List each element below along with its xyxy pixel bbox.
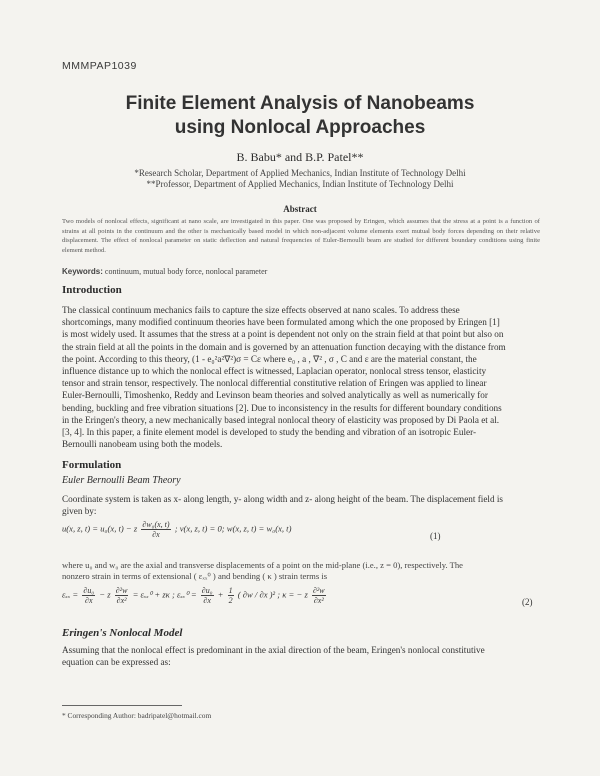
eq2-mid-3: +: [217, 589, 224, 600]
nonlocal-paragraph: [62, 644, 540, 668]
eq2-frac-1-num: ∂u₀: [83, 586, 95, 595]
eq1-lhs: u(x, z, t) = u₀(x, t) − z: [62, 523, 138, 534]
intro-line: Euler-Bernoulli, Timoshenko, Reddy and Levinson beam theories and solved analytically as well as numerically for: [62, 390, 488, 401]
eq2-frac-3: [201, 586, 214, 605]
eq2-frac-2-num: ∂²w: [115, 586, 128, 595]
eq2-frac-4-den: 2: [228, 596, 233, 605]
eq1-frac-num: ∂w₀(x, t): [142, 520, 170, 529]
intro-line: The classical continuum mechanics fails to capture the size effects observed at nano scales. To address these: [62, 305, 460, 315]
eq2-frac-1-den: ∂x: [84, 596, 93, 605]
keywords-text: continuum, mutual body force, nonlocal parameter: [104, 267, 268, 276]
authors: B. Babu* and B.P. Patel**: [236, 150, 364, 164]
euler-paragraph: [62, 493, 540, 517]
intro-line: the strain field at all the points in the domain and is governed by an attenuation function decaying with the distance from: [62, 341, 506, 352]
paper-title-line-2: using Nonlocal Approaches: [174, 117, 426, 138]
equation-2: [62, 586, 328, 605]
eq1-fraction: [141, 520, 170, 539]
where-paragraph: [62, 560, 540, 582]
where-line: nonzero strain in terms of extensional ( εₓₓ⁰ ) and bending ( κ ) strain terms is: [62, 571, 328, 581]
euler-line: Coordinate system is taken as x- along length, y- along width and z- along height of the beam. The displacement field is: [62, 494, 503, 504]
eq2-frac-3-den: ∂x: [203, 596, 211, 605]
eq2-frac-5-den: ∂x²: [313, 596, 324, 605]
eq1-rest: ; v(x, z, t) = 0; w(x, z, t) = w₀(x, t): [174, 523, 292, 534]
intro-line: tensor and strain tensor, respectively. The nonlocal differential constitutive relation of Eringen was applied to linear: [62, 378, 487, 389]
affiliation-1: *Research Scholar, Department of Applied Mechanics, Indian Institute of Technology Delhi: [134, 168, 466, 178]
intro-line: in the Eringen's theory, a new mechanically based integral nonlocal theory of elasticity was proposed by Di Paola et al.: [62, 414, 500, 425]
intro-line: bending, buckling and free vibration situations [2]. Due to inconsistency in the results for different boundary conditions: [62, 402, 502, 413]
nonlocal-line: Assuming that the nonlocal effect is predominant in the axial direction of the beam, Eringen's nonlocal constitutive: [62, 645, 485, 655]
eq2-frac-5-num: ∂²w: [312, 586, 325, 595]
eq1-frac-den: ∂x: [152, 530, 160, 539]
equation-1-number: (1): [430, 531, 441, 541]
equation-1: [62, 520, 291, 539]
document-id: MMMPAP1039: [62, 60, 137, 72]
introduction-paragraph: [62, 304, 540, 450]
formulation-heading: Formulation: [62, 459, 122, 471]
intro-line: the point. According to this theory, (1 - e₀²a²∇²)σ = Cε where e₀ , a , ∇² , σ , C and ε are the material constant, the: [62, 353, 477, 364]
affiliation-2: **Professor, Department of Applied Mechanics, Indian Institute of Technology Delhi: [146, 179, 454, 189]
intro-line: is most widely used. It assumes that the stress at a point is dependent not only on the strain field at that point but also on: [62, 329, 504, 340]
footnote-divider: [62, 705, 182, 706]
intro-line: [3, 4]. In this paper, a finite element model is developed to study the bending and vibration of an isotropic Euler-: [62, 427, 477, 438]
eq2-frac-4: [228, 586, 234, 605]
paper-title-line-1: Finite Element Analysis of Nanobeams: [125, 93, 475, 114]
eq2-frac-2: [115, 586, 129, 605]
introduction-heading: Introduction: [62, 284, 122, 296]
euler-bernoulli-heading: Euler Bernoulli Beam Theory: [62, 475, 181, 486]
keywords: [62, 267, 267, 276]
eq2-frac-2-den: ∂x²: [116, 596, 127, 605]
euler-line: given by:: [62, 506, 97, 517]
eq2-frac-3-num: ∂u₀: [201, 586, 213, 595]
eq2-mid-1: − z: [99, 589, 111, 600]
equation-2-number: (2): [522, 597, 533, 607]
abstract-text: Two models of nonlocal effects, significant at nano scale, are investigated in this paper. One was proposed by Eringen, which assumes that the stress at a point is a function of strains at all points in the continuum and the other is mechanically based model in which non-adjacent volume elements exert mutual body forces depending on their relative displacement. The effect of nonlocal parameter on static deflection and natural frequencies of Euler-Bernoulli beam are studied for different boundary conditions using finite element method.: [62, 218, 540, 254]
nonlocal-line: equation can be expressed as:: [62, 657, 171, 668]
intro-line: shortcomings, many modified continuum theories have been formulated among which the one proposed by Eringen [1]: [62, 317, 500, 328]
eq2-frac-1: [82, 586, 95, 605]
eq2-frac-4-num: 1: [228, 586, 233, 595]
eq2-mid-2: = εₓₓ⁰ + zκ ; εₓₓ⁰ =: [132, 589, 197, 600]
nonlocal-model-heading: Eringen's Nonlocal Model: [62, 627, 183, 639]
keywords-label: Keywords:: [62, 267, 103, 276]
where-line: where u₀ and w₀ are the axial and transverse displacements of a point on the mid-plane (i.e., z = 0), respectively. The: [62, 560, 463, 570]
footnote: * Corresponding Author: badripatel@hotmail.com: [62, 711, 212, 720]
abstract-heading: Abstract: [283, 204, 317, 214]
eq2-frac-5: [312, 586, 326, 605]
intro-line: influence distance up to which the nonlocal effect is witnessed, Laplacian operator, nonlocal stress tensor, elasticity: [62, 366, 487, 377]
intro-line: Bernoulli nanobeam using both the models.: [62, 439, 223, 450]
eq2-paren: ( ∂w / ∂x )² ; κ = − z: [237, 589, 308, 600]
eq2-lhs: εₓₓ =: [62, 589, 79, 600]
